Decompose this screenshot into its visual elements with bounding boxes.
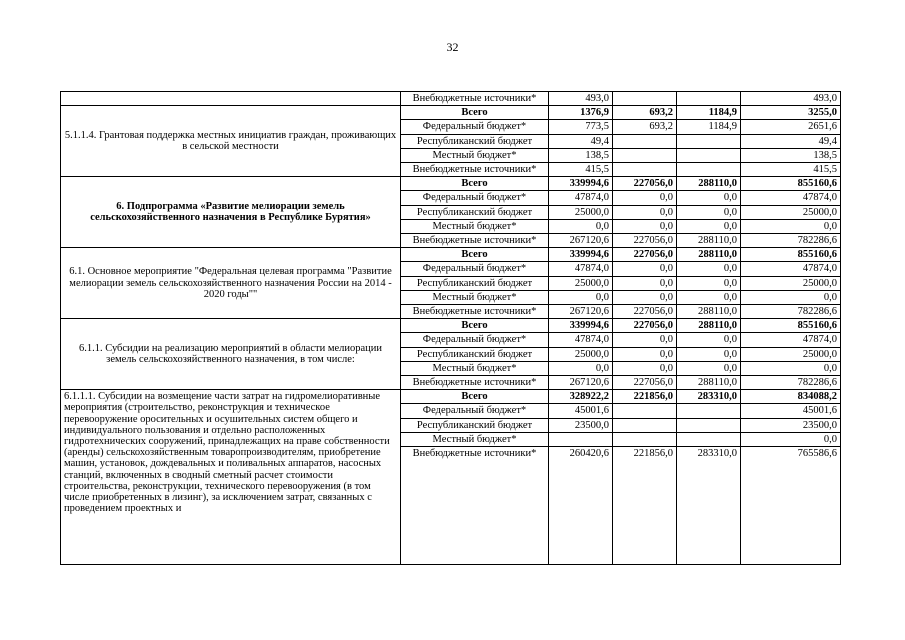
total-value: 25000,0 <box>741 276 841 290</box>
funding-source: Внебюджетные источники* <box>401 305 549 319</box>
year-value <box>677 163 741 177</box>
measure-description: 6.1.1.1. Субсидии на возмещение части затрат на гидромелиоративные мероприятия (строительство, реконструкция и техническое перевооружение оросительных и осушительных систем общего и индивидуального пользования и отдельно расположенных гидротехнических сооружений, принадлежащих на праве собственности (аренды) сельскохозяйственным товаропроизводителям, приобретение машин, установок, дождевальных и поливальных аппаратов, насосных станций, включенных в сводный сметный расчет стоимости строительства, реконструкции, технического перевооружения (в том числе приобретенных в лизинг), за исключением затрат, связанных с проведением проектных и <box>61 390 401 565</box>
total-value: 45001,6 <box>741 404 841 418</box>
year-value: 0,0 <box>613 262 677 276</box>
year-value: 0,0 <box>613 191 677 205</box>
funding-source: Всего <box>401 106 549 120</box>
year-value <box>677 92 741 106</box>
funding-source: Внебюджетные источники* <box>401 163 549 177</box>
funding-source: Всего <box>401 177 549 191</box>
total-value: 834088,2 <box>741 390 841 404</box>
year-value: 267120,6 <box>549 305 613 319</box>
funding-source: Федеральный бюджет* <box>401 262 549 276</box>
year-value: 0,0 <box>677 276 741 290</box>
year-value: 0,0 <box>613 205 677 219</box>
total-row <box>61 248 841 262</box>
year-value: 227056,0 <box>613 305 677 319</box>
year-value: 0,0 <box>613 347 677 361</box>
total-value: 0,0 <box>741 219 841 233</box>
year-value: 0,0 <box>613 276 677 290</box>
funding-source: Всего <box>401 390 549 404</box>
total-value: 0,0 <box>741 432 841 446</box>
total-value: 49,4 <box>741 134 841 148</box>
year-value: 0,0 <box>677 262 741 276</box>
year-value: 693,2 <box>613 120 677 134</box>
funding-table <box>60 91 841 565</box>
funding-table-body <box>61 92 841 565</box>
measure-description: 6. Подпрограмма «Развитие мелиорации земель сельскохозяйственного назначения в Республике Бурятия» <box>61 177 401 248</box>
year-value: 415,5 <box>549 163 613 177</box>
year-value <box>613 134 677 148</box>
total-value: 138,5 <box>741 148 841 162</box>
total-value: 855160,6 <box>741 319 841 333</box>
total-value: 47874,0 <box>741 333 841 347</box>
funding-source: Местный бюджет* <box>401 361 549 375</box>
year-value: 0,0 <box>613 290 677 304</box>
page-number: 32 <box>446 40 459 54</box>
year-value: 0,0 <box>613 219 677 233</box>
year-value: 0,0 <box>549 290 613 304</box>
total-value: 2651,6 <box>741 120 841 134</box>
total-row <box>61 390 841 404</box>
year-value: 0,0 <box>549 219 613 233</box>
total-value: 855160,6 <box>741 248 841 262</box>
funding-source: Федеральный бюджет* <box>401 404 549 418</box>
year-value: 0,0 <box>677 361 741 375</box>
year-value: 288110,0 <box>677 305 741 319</box>
year-value: 0,0 <box>677 205 741 219</box>
year-value: 0,0 <box>677 191 741 205</box>
year-value <box>677 432 741 446</box>
total-value: 765586,6 <box>741 447 841 565</box>
year-value: 0,0 <box>549 361 613 375</box>
year-value: 267120,6 <box>549 234 613 248</box>
total-value: 25000,0 <box>741 347 841 361</box>
year-value: 288110,0 <box>677 248 741 262</box>
total-row <box>61 319 841 333</box>
year-value: 339994,6 <box>549 177 613 191</box>
year-value: 227056,0 <box>613 177 677 191</box>
year-value: 288110,0 <box>677 177 741 191</box>
funding-source: Местный бюджет* <box>401 432 549 446</box>
total-row <box>61 106 841 120</box>
total-value: 0,0 <box>741 290 841 304</box>
measure-description: 6.1.1. Субсидии на реализацию мероприятий в области мелиорации земель сельскохозяйственного назначения, в том числе: <box>61 319 401 390</box>
total-value: 855160,6 <box>741 177 841 191</box>
year-value: 49,4 <box>549 134 613 148</box>
year-value: 47874,0 <box>549 333 613 347</box>
total-value: 25000,0 <box>741 205 841 219</box>
year-value: 0,0 <box>613 361 677 375</box>
funding-source: Всего <box>401 319 549 333</box>
year-value: 0,0 <box>613 333 677 347</box>
year-value: 339994,6 <box>549 319 613 333</box>
year-value: 773,5 <box>549 120 613 134</box>
total-value: 415,5 <box>741 163 841 177</box>
measure-description <box>61 92 401 106</box>
total-value: 47874,0 <box>741 191 841 205</box>
funding-source: Внебюджетные источники* <box>401 447 549 565</box>
total-value: 782286,6 <box>741 305 841 319</box>
year-value: 221856,0 <box>613 447 677 565</box>
year-value: 221856,0 <box>613 390 677 404</box>
year-value: 23500,0 <box>549 418 613 432</box>
funding-source: Республиканский бюджет <box>401 347 549 361</box>
year-value <box>613 404 677 418</box>
year-value: 0,0 <box>677 347 741 361</box>
funding-source: Республиканский бюджет <box>401 418 549 432</box>
year-value <box>613 432 677 446</box>
total-value: 493,0 <box>741 92 841 106</box>
funding-source: Местный бюджет* <box>401 148 549 162</box>
total-value: 782286,6 <box>741 234 841 248</box>
year-value: 493,0 <box>549 92 613 106</box>
funding-source: Местный бюджет* <box>401 290 549 304</box>
year-value <box>677 418 741 432</box>
year-value: 0,0 <box>677 290 741 304</box>
year-value: 45001,6 <box>549 404 613 418</box>
year-value: 1376,9 <box>549 106 613 120</box>
year-value: 693,2 <box>613 106 677 120</box>
year-value: 227056,0 <box>613 376 677 390</box>
funding-source: Федеральный бюджет* <box>401 120 549 134</box>
year-value <box>677 148 741 162</box>
total-value: 23500,0 <box>741 418 841 432</box>
year-value: 227056,0 <box>613 234 677 248</box>
year-value <box>613 163 677 177</box>
year-value: 138,5 <box>549 148 613 162</box>
year-value: 227056,0 <box>613 319 677 333</box>
year-value <box>613 92 677 106</box>
funding-source: Внебюджетные источники* <box>401 92 549 106</box>
measure-description: 6.1. Основное мероприятие "Федеральная целевая программа "Развитие мелиорации земель сельскохозяйственного назначения России на 2014 - 2020 годы"" <box>61 248 401 319</box>
funding-source: Республиканский бюджет <box>401 276 549 290</box>
year-value: 25000,0 <box>549 205 613 219</box>
year-value: 25000,0 <box>549 276 613 290</box>
funding-source: Всего <box>401 248 549 262</box>
year-value: 288110,0 <box>677 319 741 333</box>
year-value: 227056,0 <box>613 248 677 262</box>
year-value: 339994,6 <box>549 248 613 262</box>
measure-description: 5.1.1.4. Грантовая поддержка местных инициатив граждан, проживающих в сельской местности <box>61 106 401 177</box>
funding-source: Республиканский бюджет <box>401 134 549 148</box>
funding-source: Федеральный бюджет* <box>401 333 549 347</box>
year-value: 0,0 <box>677 219 741 233</box>
year-value: 47874,0 <box>549 262 613 276</box>
year-value: 328922,2 <box>549 390 613 404</box>
total-value: 782286,6 <box>741 376 841 390</box>
year-value: 0,0 <box>677 333 741 347</box>
total-value: 3255,0 <box>741 106 841 120</box>
year-value: 260420,6 <box>549 447 613 565</box>
year-value: 283310,0 <box>677 447 741 565</box>
table-row <box>61 92 841 106</box>
total-value: 0,0 <box>741 361 841 375</box>
year-value <box>613 148 677 162</box>
year-value <box>613 418 677 432</box>
funding-source: Внебюджетные источники* <box>401 376 549 390</box>
year-value: 288110,0 <box>677 376 741 390</box>
year-value: 283310,0 <box>677 390 741 404</box>
year-value: 267120,6 <box>549 376 613 390</box>
year-value: 1184,9 <box>677 106 741 120</box>
year-value: 1184,9 <box>677 120 741 134</box>
funding-source: Внебюджетные источники* <box>401 234 549 248</box>
year-value <box>677 134 741 148</box>
funding-source: Республиканский бюджет <box>401 205 549 219</box>
year-value: 25000,0 <box>549 347 613 361</box>
funding-source: Местный бюджет* <box>401 219 549 233</box>
year-value: 47874,0 <box>549 191 613 205</box>
total-row <box>61 177 841 191</box>
year-value <box>677 404 741 418</box>
year-value: 288110,0 <box>677 234 741 248</box>
total-value: 47874,0 <box>741 262 841 276</box>
year-value <box>549 432 613 446</box>
funding-source: Федеральный бюджет* <box>401 191 549 205</box>
